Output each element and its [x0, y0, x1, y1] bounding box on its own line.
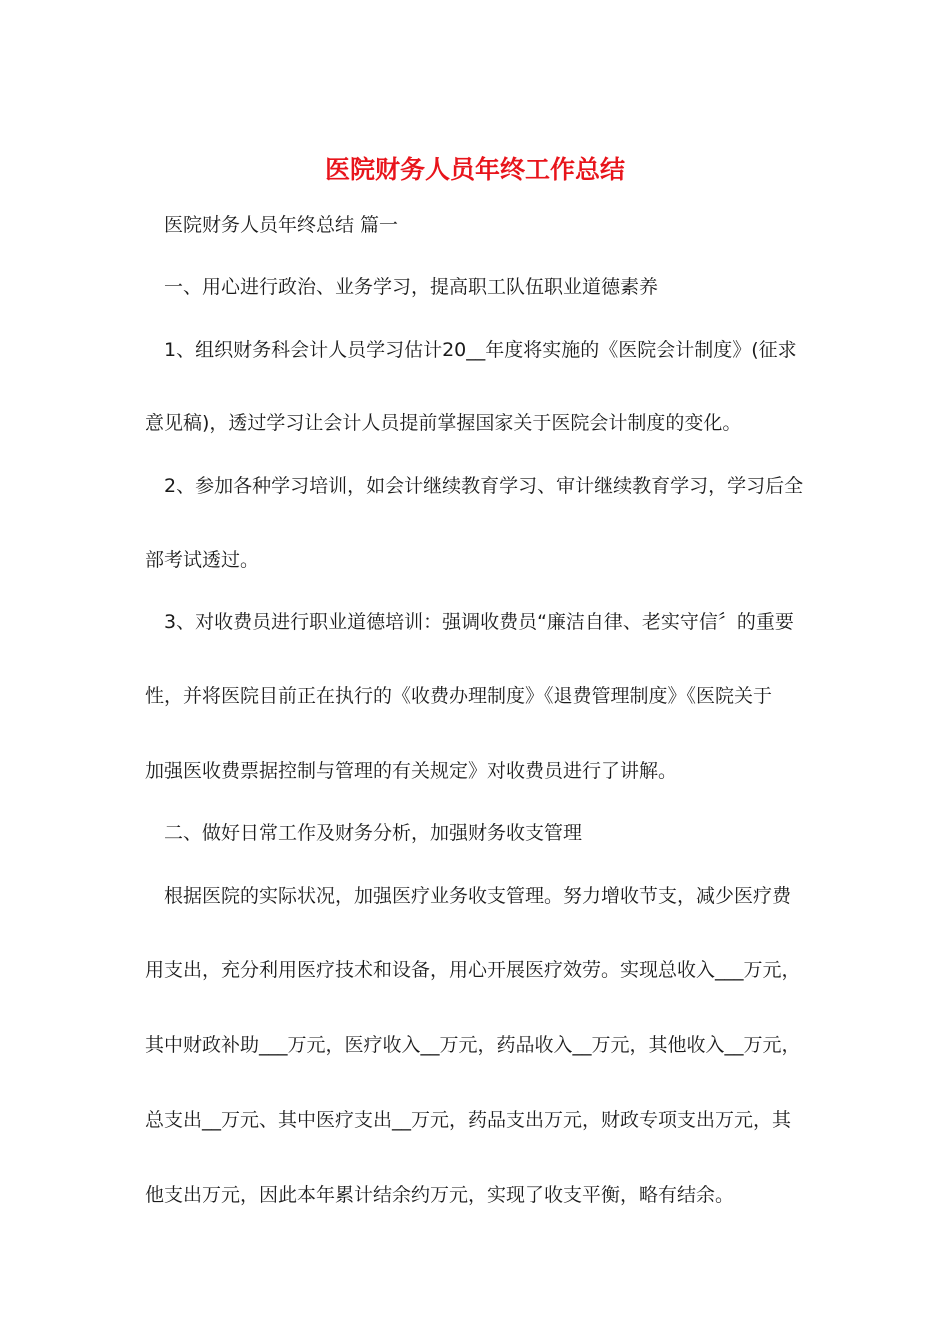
- paragraph-line: 总支出__万元、其中医疗支出__万元，药品支出万元，财政专项支出万元，其: [145, 1109, 792, 1131]
- paragraph-line: 部考试透过。: [145, 549, 260, 571]
- paragraph-line: 3、对收费员进行职业道德培训：强调收费员“廉洁自律、老实守信〞的重要: [164, 611, 794, 633]
- document-title: 医院财务人员年终工作总结: [324, 155, 625, 184]
- paragraph-line: 他支出万元，因此本年累计结余约万元，实现了收支平衡，略有结余。: [145, 1184, 735, 1206]
- paragraph-line: 1、组织财务科会计人员学习估计20__年度将实施的《医院会计制度》(征求: [164, 339, 797, 361]
- section-heading: 一、用心进行政治、业务学习，提高职工队伍职业道德素养: [164, 276, 659, 298]
- paragraph-line: 意见稿)，透过学习让会计人员提前掌握国家关于医院会计制度的变化。: [145, 412, 742, 434]
- paragraph-line: 根据医院的实际状况，加强医疗业务收支管理。努力增收节支，减少医疗费: [164, 885, 792, 907]
- section-heading: 二、做好日常工作及财务分析，加强财务收支管理: [164, 822, 583, 844]
- section-heading: 医院财务人员年终总结 篇一: [164, 214, 399, 236]
- paragraph-line: 2、参加各种学习培训，如会计继续教育学习、审计继续教育学习，学习后全: [164, 475, 804, 497]
- paragraph-line: 性，并将医院目前正在执行的《收费办理制度》《退费管理制度》《医院关于: [145, 685, 773, 707]
- paragraph-line: 其中财政补助___万元，医疗收入__万元，药品收入__万元，其他收入__万元，: [145, 1034, 801, 1056]
- paragraph-line: 用支出，充分利用医疗技术和设备，用心开展医疗效劳。实现总收入___万元，: [145, 959, 801, 981]
- paragraph-line: 加强医收费票据控制与管理的有关规定》对收费员进行了讲解。: [145, 760, 678, 782]
